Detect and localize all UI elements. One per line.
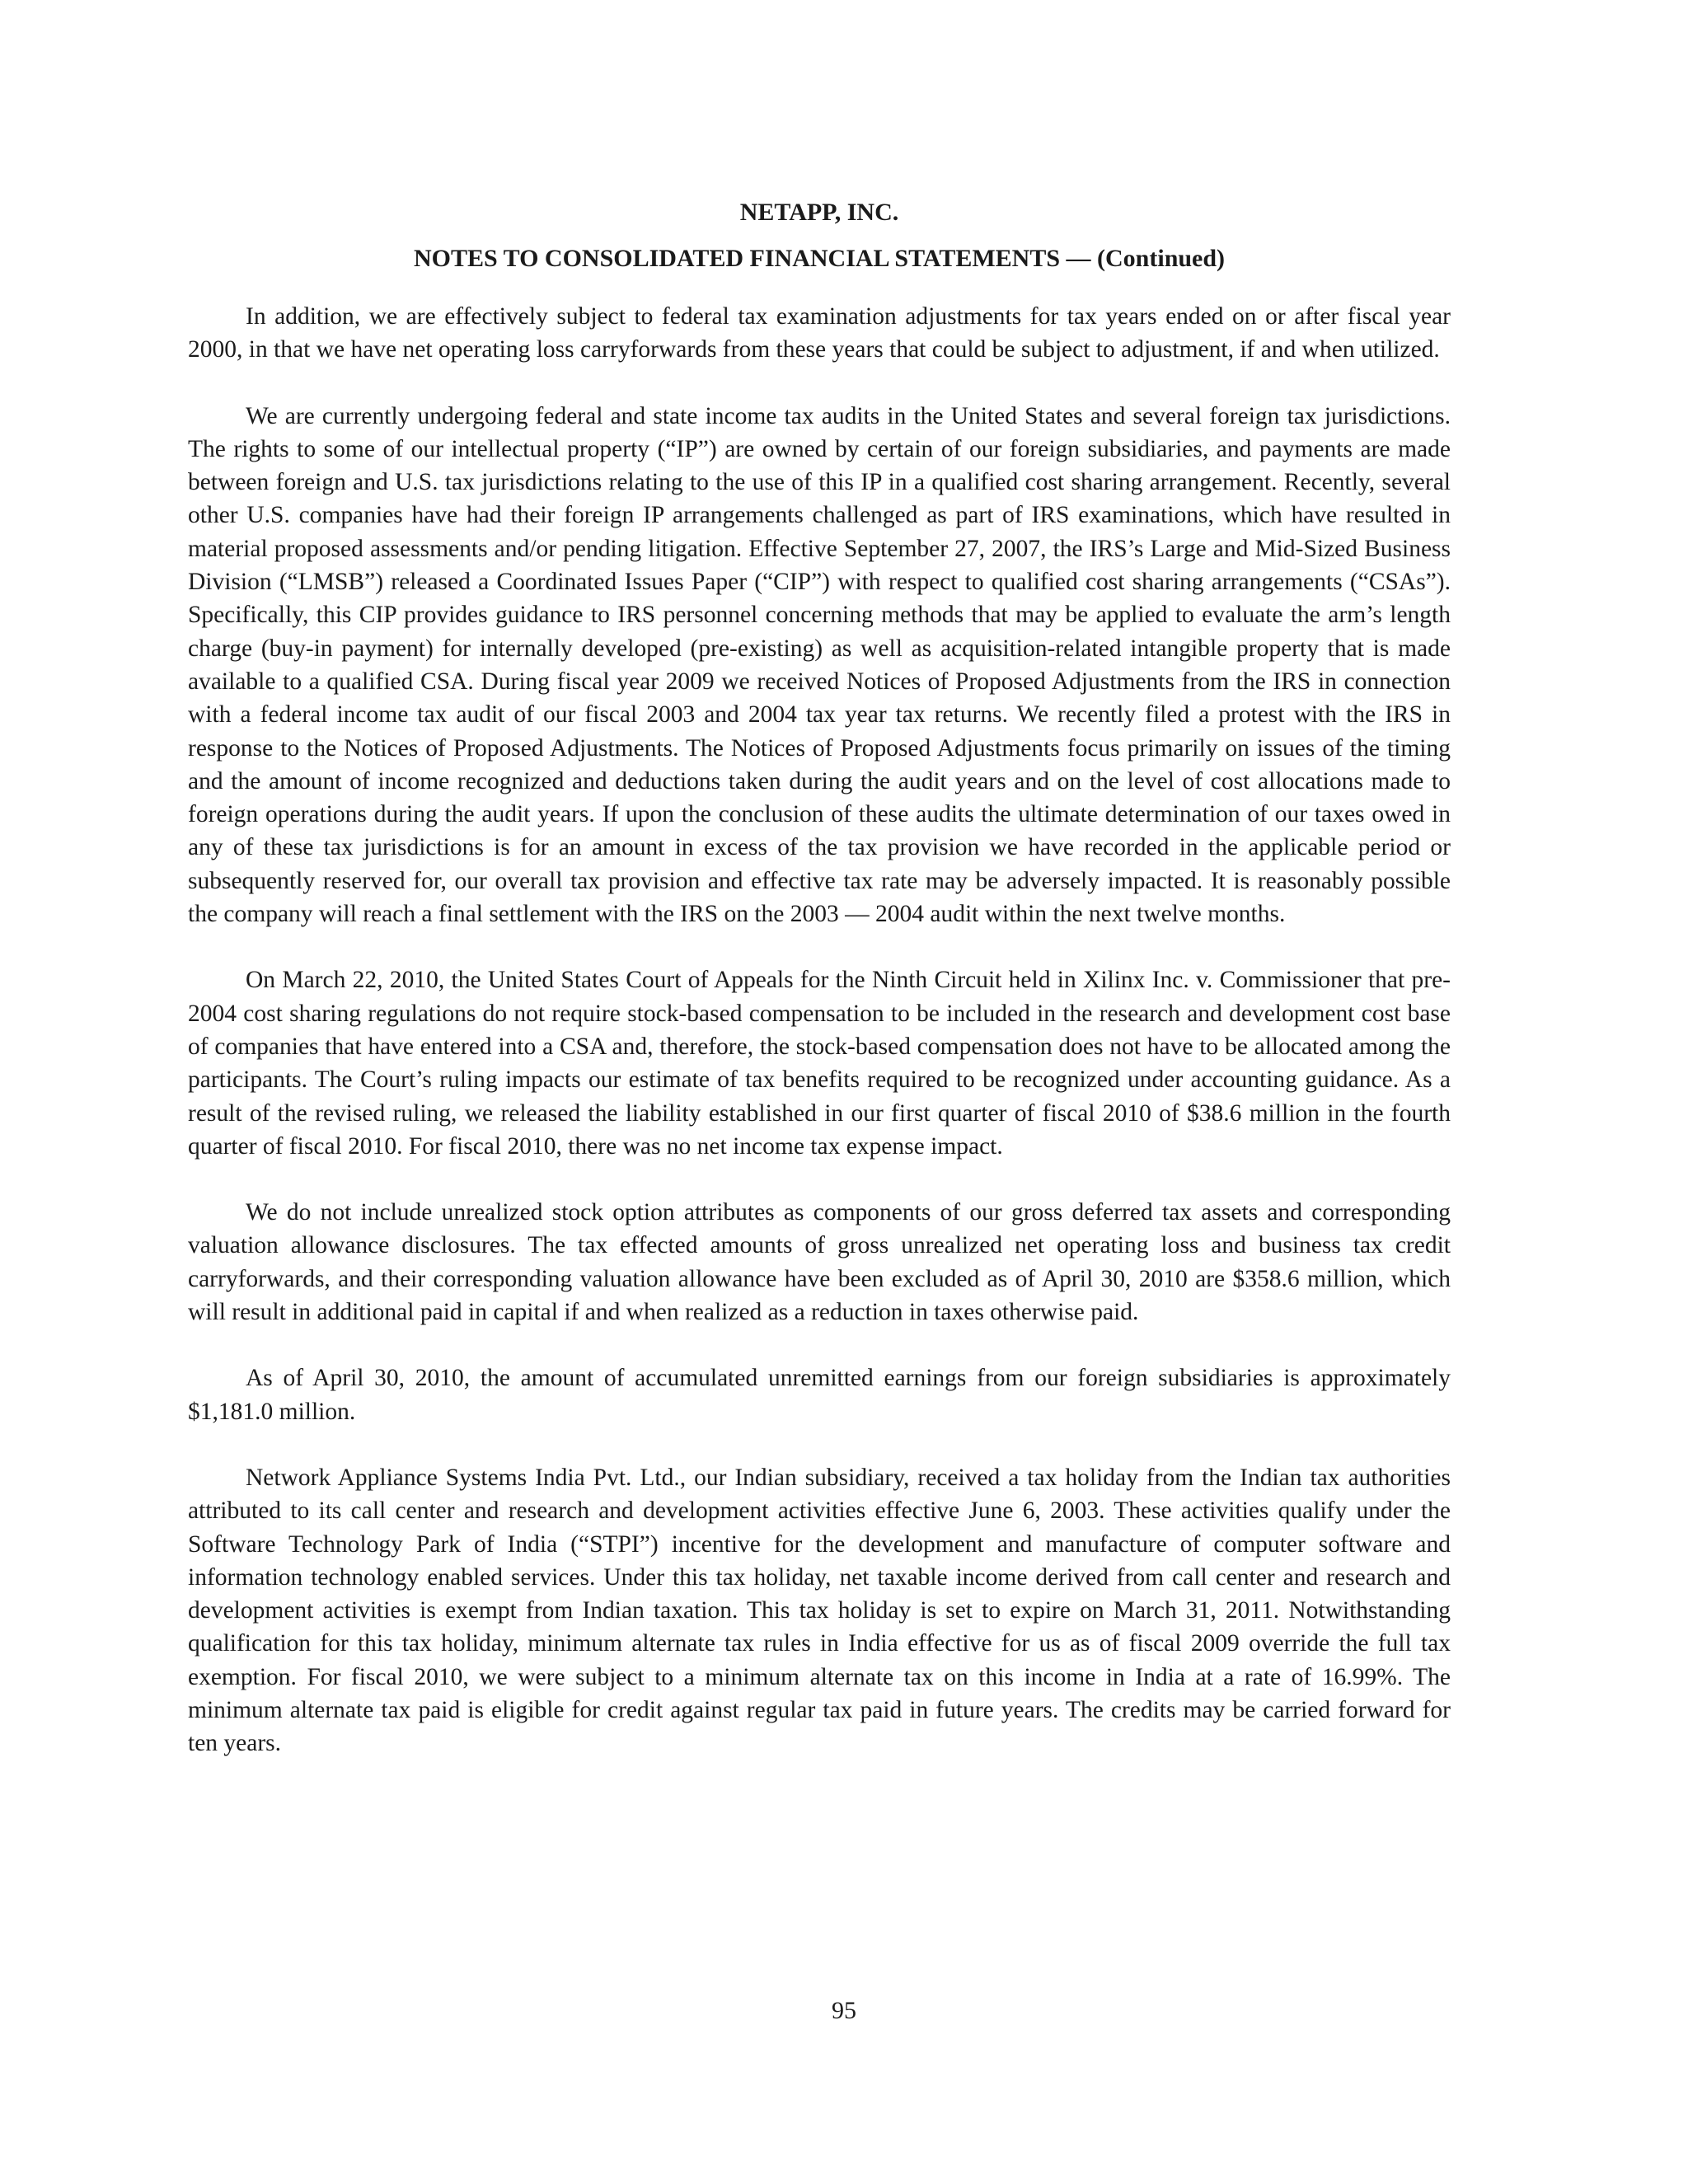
paragraph-xilinx-ruling: On March 22, 2010, the United States Court of Appeals for the Ninth Circuit held in Xilinx Inc. v. Commissioner that pre-2004 cost sharing regulations do not require stock-based compensation to be included in the research and development cost base of companies that have entered into a CSA and, therefore, the stock-based compensation does not have to be allocated among the participants. The Court’s ruling impacts our estimate of tax benefits required to be recognized under accounting guidance. As a result of the revised ruling, we released the liability established in our first quarter of fiscal 2010 of $38.6 million in the fourth quarter of fiscal 2010. For fiscal 2010, there was no net income tax expense impact.	[188, 967, 1451, 1160]
paragraph-stock-option-attributes: We do not include unrealized stock option attributes as components of our gross deferred tax assets and corresponding valuation allowance disclosures. The tax effected amounts of gross unrealized net operating loss and business tax credit carryforwards, and their corresponding valuation allowance have been excluded as of April 30, 2010 are $358.6 million, which will result in additional paid in capital if and when realized as a reduction in taxes otherwise paid.	[188, 1199, 1451, 1326]
section-title: NOTES TO CONSOLIDATED FINANCIAL STATEMENTS — (Continued)	[413, 245, 1226, 272]
company-name: NETAPP, INC.	[739, 199, 899, 226]
document-page	[188, 196, 1451, 1793]
paragraph-net-operating-loss: In addition, we are effectively subject to federal tax examination adjustments for tax years ended on or after fiscal year 2000, in that we have net operating loss carryforwards from these years that could be subject to adjustment, if and when utilized.	[188, 303, 1451, 363]
paragraph-unremitted-earnings: As of April 30, 2010, the amount of accumulated unremitted earnings from our foreign subsidiaries is approximately $1,181.0 million.	[188, 1365, 1451, 1425]
page-number: 95	[832, 1997, 856, 2024]
paragraph-tax-audits: We are currently undergoing federal and state income tax audits in the United States and several foreign tax jurisdictions. The rights to some of our intellectual property (“IP”) are owned by certain of our foreign subsidiaries, and payments are made between foreign and U.S. tax jurisdictions relating to the use of this IP in a qualified cost sharing arrangement. Recently, several other U.S. companies have had their foreign IP arrangements challenged as part of IRS examinations, which have resulted in material proposed assessments and/or pending litigation. Effective September 27, 2007, the IRS’s Large and Mid-Sized Business Division (“LMSB”) released a Coordinated Issues Paper (“CIP”) with respect to qualified cost sharing arrangements (“CSAs”). Specifically, this CIP provides guidance to IRS personnel concerning methods that may be applied to evaluate the arm’s length charge (buy-in payment) for internally developed (pre-existing) as well as acquisition-related intangible property that is made available to a qualified CSA. During fiscal year 2009 we received Notices of Proposed Adjustments from the IRS in connection with a federal income tax audit of our fiscal 2003 and 2004 tax year tax returns. We recently filed a protest with the IRS in response to the Notices of Proposed Adjustments. The Notices of Proposed Adjustments focus primarily on issues of the timing and the amount of income recognized and deductions taken during the audit years and on the level of cost allocations made to foreign operations during the audit years. If upon the conclusion of these audits the ultimate determination of our taxes owed in any of these tax jurisdictions is for an amount in excess of the tax provision we have recorded in the applicable period or subsequently reserved for, our overall tax provision and effective tax rate may be adversely impacted. It is reasonably possible the company will reach a final settlement with the IRS on the 2003 — 2004 audit within the next twelve months.	[188, 402, 1451, 928]
paragraph-india-tax-holiday: Network Appliance Systems India Pvt. Ltd., our Indian subsidiary, received a tax holiday from the Indian tax authorities attributed to its call center and research and development activities effective June 6, 2003. These activities qualify under the Software Technology Park of India (“STPI”) incentive for the development and manufacture of computer software and information technology enabled services. Under this tax holiday, net taxable income derived from call center and research and development activities is exempt from Indian taxation. This tax holiday is set to expire on March 31, 2011. Notwithstanding qualification for this tax holiday, minimum alternate tax rules in India effective for us as of fiscal 2009 override the full tax exemption. For fiscal 2010, we were subject to a minimum alternate tax on this income in India at a rate of 16.99%. The minimum alternate tax paid is eligible for credit against regular tax paid in future years. The credits may be carried forward for ten years.	[188, 1464, 1451, 1757]
